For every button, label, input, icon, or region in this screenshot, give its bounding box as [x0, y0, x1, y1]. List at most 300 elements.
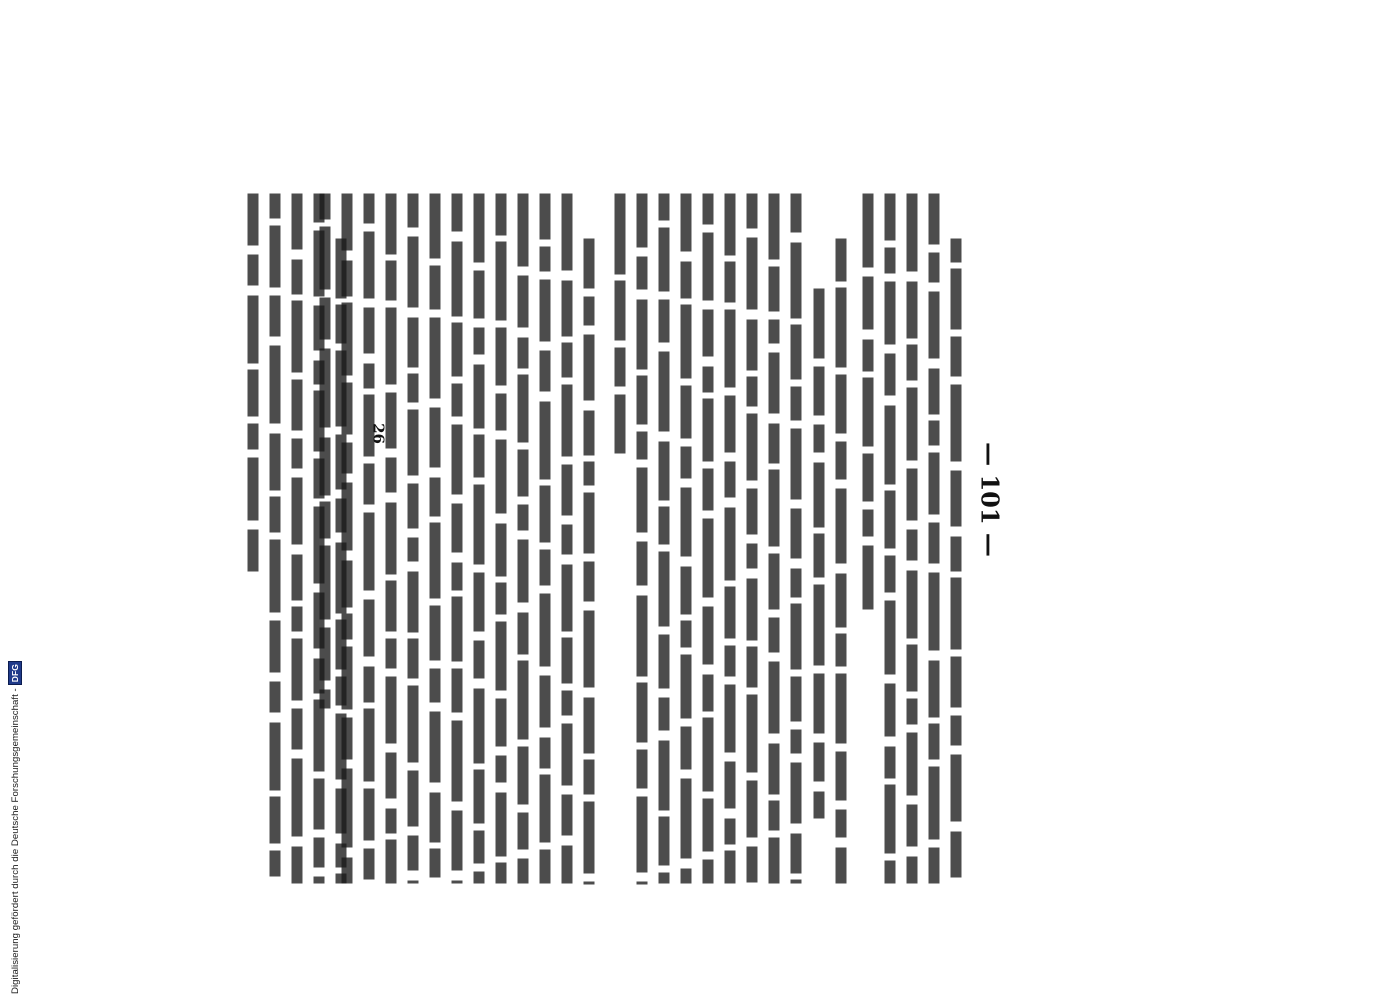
- text-line-segment: [929, 292, 940, 359]
- text-line-segment: [314, 391, 325, 452]
- page-content: [248, 194, 1005, 885]
- text-line-segment: [659, 300, 670, 343]
- text-line-segment: [314, 361, 325, 385]
- text-line-segment: [951, 832, 962, 878]
- text-line-segment: [474, 831, 485, 864]
- text-line-segment: [703, 718, 714, 792]
- text-line-segment: [814, 367, 825, 416]
- text-line-segment: [951, 578, 962, 650]
- text-line-segment: [951, 657, 962, 708]
- text-line-segment: [703, 469, 714, 511]
- text-line-segment: [474, 872, 485, 884]
- text-line-segment: [637, 432, 648, 460]
- text-line-segment: [314, 231, 325, 297]
- text-line-segment: [540, 194, 551, 240]
- text-line-segment: [314, 659, 325, 694]
- text-line-segment: [518, 747, 529, 805]
- text-line-segment: [292, 380, 303, 431]
- text-line-segment: [336, 789, 347, 834]
- text-line-segment: [518, 450, 529, 497]
- text-line-segment: [452, 323, 463, 377]
- text-line-segment: [885, 491, 896, 549]
- text-line-segment: [474, 328, 485, 355]
- text-line-segment: [769, 838, 780, 884]
- text-line-segment: [474, 641, 485, 679]
- text-line-segment: [681, 386, 692, 439]
- text-block: [248, 194, 962, 885]
- text-line-segment: [681, 305, 692, 379]
- text-line-segment: [408, 374, 419, 403]
- text-line-segment: [791, 194, 802, 233]
- text-line-segment: [885, 861, 896, 884]
- text-line-segment: [703, 675, 714, 712]
- text-line-segment: [430, 266, 441, 310]
- text-line-segment: [885, 785, 896, 854]
- text-line-segment: [863, 378, 874, 447]
- text-line-segment: [248, 296, 259, 364]
- text-line-segment: [408, 881, 419, 884]
- text-line-segment: [336, 844, 347, 868]
- text-line-segment: [659, 442, 670, 501]
- text-line-segment: [769, 470, 780, 547]
- text-line-segment: [430, 194, 441, 259]
- text-line-segment: [769, 554, 780, 610]
- text-line-segment: [452, 194, 463, 232]
- text-line-segment: [496, 242, 507, 321]
- text-line-segment: [540, 280, 551, 342]
- text-line-segment: [814, 792, 825, 819]
- text-line-segment: [386, 753, 397, 799]
- text-line-segment: [637, 882, 648, 885]
- text-line-segment: [430, 523, 441, 599]
- text-line-segment: [929, 369, 940, 415]
- text-line-segment: [703, 399, 714, 462]
- text-line-segment: [430, 478, 441, 517]
- text-line-segment: [430, 849, 441, 878]
- text-line-segment: [637, 750, 648, 789]
- text-line-segment: [929, 661, 940, 718]
- text-line-segment: [248, 530, 259, 572]
- text-line-segment: [496, 583, 507, 615]
- text-line-segment: [562, 525, 573, 555]
- text-line-segment: [814, 425, 825, 453]
- text-line-segment: [518, 375, 529, 443]
- text-line-segment: [562, 281, 573, 337]
- text-line-segment: [270, 226, 281, 288]
- text-line-segment: [430, 793, 441, 843]
- text-line-segment: [408, 639, 419, 679]
- text-line-segment: [836, 574, 847, 628]
- text-line-segment: [474, 573, 485, 632]
- text-line-segment: [791, 763, 802, 824]
- text-line-segment: [836, 674, 847, 744]
- text-line-segment: [562, 795, 573, 836]
- text-line-segment: [518, 661, 529, 740]
- text-line-segment: [703, 233, 714, 301]
- text-line-segment: [336, 305, 347, 344]
- text-line-segment: [562, 638, 573, 684]
- text-line-segment: [584, 611, 595, 688]
- text-line-segment: [292, 260, 303, 295]
- text-line-segment: [929, 194, 940, 245]
- text-line-segment: [584, 802, 595, 874]
- text-line-segment: [725, 462, 736, 498]
- text-line-segment: [496, 622, 507, 691]
- text-line-segment: [907, 805, 918, 847]
- text-line-segment: [885, 556, 896, 593]
- text-line-segment: [681, 779, 692, 859]
- text-line-segment: [270, 194, 281, 219]
- text-line-segment: [769, 353, 780, 414]
- text-line-segment: [584, 239, 595, 289]
- text-line-segment: [430, 408, 441, 468]
- text-line-segment: [836, 288, 847, 368]
- text-line-segment: [725, 762, 736, 809]
- text-line-segment: [386, 677, 397, 744]
- text-line-segment: [951, 471, 962, 527]
- text-line-segment: [386, 308, 397, 385]
- text-line-segment: [336, 677, 347, 706]
- text-line-segment: [791, 387, 802, 421]
- text-line-segment: [248, 458, 259, 521]
- text-line-segment: [885, 684, 896, 737]
- text-line-segment: [270, 434, 281, 491]
- text-line-segment: [474, 435, 485, 478]
- text-line-segment: [885, 354, 896, 396]
- text-line-segment: [408, 836, 419, 871]
- text-line-segment: [584, 698, 595, 754]
- text-line-segment: [791, 509, 802, 559]
- text-line-segment: [637, 376, 648, 425]
- text-line-segment: [540, 775, 551, 843]
- text-line-segment: [584, 462, 595, 486]
- text-line-segment: [270, 346, 281, 424]
- text-line-segment: [747, 414, 758, 481]
- text-line-segment: [496, 793, 507, 857]
- text-line-segment: [951, 269, 962, 330]
- text-line-segment: [725, 819, 736, 845]
- text-line-segment: [540, 676, 551, 728]
- text-line-segment: [336, 620, 347, 670]
- text-line-segment: [540, 594, 551, 667]
- text-line-segment: [703, 607, 714, 665]
- text-line-segment: [769, 801, 780, 831]
- text-line-segment: [474, 271, 485, 319]
- text-line-segment: [474, 770, 485, 824]
- text-line-segment: [836, 239, 847, 282]
- text-line-segment: [659, 507, 670, 545]
- text-line-segment: [336, 543, 347, 614]
- text-line-segment: [430, 606, 441, 661]
- text-line-segment: [725, 262, 736, 303]
- text-line-segment: [703, 860, 714, 884]
- text-line-segment: [540, 550, 551, 586]
- text-line-segment: [907, 282, 918, 339]
- text-line-segment: [408, 686, 419, 763]
- text-line-segment: [518, 338, 529, 369]
- text-line-segment: [907, 530, 918, 561]
- text-line-segment: [929, 523, 940, 564]
- text-line-segment: [659, 741, 670, 811]
- text-line-segment: [336, 239, 347, 299]
- text-line-segment: [314, 838, 325, 868]
- text-line-segment: [292, 607, 303, 632]
- text-line-segment: [725, 685, 736, 753]
- text-line-segment: [270, 851, 281, 877]
- text-line-segment: [562, 724, 573, 786]
- text-line-segment: [747, 544, 758, 569]
- text-line-segment: [248, 194, 259, 246]
- text-line-segment: [836, 375, 847, 434]
- text-line-segment: [562, 465, 573, 516]
- text-line-segment: [747, 194, 758, 229]
- text-line-segment: [292, 759, 303, 837]
- text-line-segment: [836, 848, 847, 884]
- text-line-segment: [929, 453, 940, 515]
- text-line-segment: [836, 442, 847, 480]
- text-line-segment: [386, 581, 397, 632]
- text-line-segment: [951, 716, 962, 746]
- text-line-segment: [681, 869, 692, 884]
- text-line-segment: [452, 669, 463, 713]
- text-line-segment: [584, 297, 595, 326]
- text-line-segment: [725, 508, 736, 581]
- text-line-segment: [408, 194, 419, 228]
- text-line-segment: [474, 689, 485, 764]
- text-line-segment: [836, 752, 847, 801]
- text-line-segment: [408, 572, 419, 633]
- text-line-segment: [907, 571, 918, 639]
- text-line-segment: [637, 468, 648, 533]
- text-line-segment: [681, 488, 692, 557]
- text-line-segment: [769, 662, 780, 734]
- digitization-note-text: Digitalisierung gefördert durch die Deutsche Forschungsgemeinschaft -: [9, 688, 21, 994]
- text-line-segment: [562, 385, 573, 457]
- text-line-segment: [929, 253, 940, 283]
- text-line-segment: [452, 384, 463, 417]
- text-line-segment: [659, 698, 670, 731]
- text-line-segment: [885, 747, 896, 779]
- text-line-segment: [496, 524, 507, 577]
- text-line-segment: [747, 320, 758, 371]
- text-line-segment: [270, 682, 281, 713]
- text-line-segment: [474, 485, 485, 565]
- text-line-segment: [791, 569, 802, 598]
- text-line-segment: [452, 242, 463, 317]
- text-line-segment: [584, 562, 595, 602]
- text-line-segment: [292, 439, 303, 469]
- text-line-segment: [747, 647, 758, 688]
- text-line-segment: [430, 318, 441, 399]
- text-line-segment: [615, 348, 626, 387]
- text-line-segment: [725, 587, 736, 639]
- text-line-segment: [314, 877, 325, 884]
- text-line-segment: [703, 799, 714, 852]
- text-line-segment: [496, 394, 507, 431]
- text-line-segment: [386, 194, 397, 255]
- text-line-segment: [248, 424, 259, 450]
- text-line-segment: [681, 727, 692, 770]
- text-line-segment: [584, 411, 595, 456]
- text-line-segment: [386, 639, 397, 669]
- text-line-segment: [907, 469, 918, 521]
- text-line-segment: [791, 604, 802, 670]
- text-line-segment: [769, 618, 780, 653]
- text-line-segment: [562, 194, 573, 271]
- text-line-segment: [408, 484, 419, 529]
- text-line-segment: [386, 261, 397, 301]
- text-line-segment: [747, 238, 758, 310]
- text-line-segment: [364, 513, 375, 591]
- text-line-segment: [747, 695, 758, 773]
- text-line-segment: [681, 194, 692, 252]
- text-line-segment: [863, 277, 874, 330]
- text-line-segment: [364, 232, 375, 299]
- text-line-segment: [637, 194, 648, 248]
- text-line-segment: [248, 370, 259, 417]
- text-line-segment: [725, 396, 736, 453]
- text-line-segment: [292, 709, 303, 750]
- text-line-segment: [863, 546, 874, 610]
- text-line-segment: [540, 351, 551, 392]
- text-line-segment: [452, 563, 463, 591]
- text-line-segment: [584, 335, 595, 401]
- text-line-segment: [518, 859, 529, 884]
- text-line-segment: [747, 489, 758, 535]
- text-line-segment: [562, 846, 573, 884]
- text-line-segment: [659, 817, 670, 866]
- text-line-segment: [452, 721, 463, 802]
- text-line-segment: [452, 504, 463, 553]
- text-line-segment: [430, 669, 441, 703]
- digitization-note: [8, 661, 22, 994]
- text-line-segment: [452, 597, 463, 662]
- text-line-segment: [681, 447, 692, 479]
- text-line-segment: [863, 194, 874, 268]
- text-line-segment: [540, 247, 551, 272]
- text-line-segment: [314, 593, 325, 649]
- text-line-segment: [364, 194, 375, 224]
- text-line-segment: [907, 699, 918, 725]
- text-line-segment: [364, 709, 375, 782]
- text-line-segment: [791, 243, 802, 319]
- text-line-segment: [364, 789, 375, 841]
- text-line-segment: [791, 880, 802, 884]
- text-line-segment: [452, 881, 463, 884]
- text-line-segment: [336, 499, 347, 533]
- text-line-segment: [885, 601, 896, 675]
- text-line-segment: [907, 645, 918, 692]
- text-line-segment: [518, 613, 529, 655]
- text-line-segment: [791, 677, 802, 722]
- text-line-segment: [540, 402, 551, 480]
- text-line-segment: [474, 194, 485, 263]
- text-line-segment: [314, 306, 325, 351]
- text-line-segment: [951, 337, 962, 377]
- text-line-segment: [885, 248, 896, 274]
- text-line-segment: [814, 534, 825, 578]
- text-line-segment: [518, 505, 529, 531]
- text-line-segment: [907, 345, 918, 381]
- text-line-segment: [562, 691, 573, 716]
- text-line-segment: [681, 621, 692, 648]
- text-line-segment: [929, 573, 940, 651]
- text-line-segment: [703, 367, 714, 393]
- text-line-segment: [336, 435, 347, 490]
- text-line-segment: [637, 683, 648, 743]
- text-line-segment: [248, 255, 259, 286]
- text-line-segment: [885, 282, 896, 345]
- text-line-segment: [836, 634, 847, 667]
- text-line-segment: [681, 655, 692, 719]
- text-line-segment: [584, 882, 595, 885]
- text-line-segment: [270, 296, 281, 337]
- text-line-segment: [562, 343, 573, 378]
- text-line-segment: [769, 744, 780, 795]
- text-line-segment: [907, 388, 918, 461]
- text-line-segment: [791, 429, 802, 500]
- text-line-segment: [270, 797, 281, 844]
- text-line-segment: [659, 352, 670, 432]
- text-line-segment: [814, 463, 825, 528]
- page-number: — 101 —: [975, 442, 1005, 557]
- text-line-segment: [496, 699, 507, 747]
- text-line-segment: [562, 565, 573, 632]
- text-line-segment: [725, 310, 736, 388]
- text-line-segment: [769, 424, 780, 464]
- text-line-segment: [314, 700, 325, 772]
- text-line-segment: [518, 276, 529, 328]
- text-line-segment: [929, 848, 940, 884]
- text-line-segment: [386, 503, 397, 575]
- signature-mark: 26: [369, 423, 388, 444]
- text-line-segment: [637, 542, 648, 586]
- text-line-segment: [364, 464, 375, 505]
- text-line-segment: [863, 454, 874, 502]
- dfg-logo-icon: DFG: [8, 661, 22, 685]
- text-line-segment: [951, 537, 962, 572]
- text-line-segment: [907, 194, 918, 272]
- text-line-segment: [929, 767, 940, 840]
- text-line-segment: [314, 459, 325, 499]
- text-line-segment: [386, 458, 397, 493]
- text-line-segment: [540, 738, 551, 769]
- text-line-segment: [863, 510, 874, 537]
- text-line-segment: [364, 364, 375, 389]
- text-line-segment: [270, 723, 281, 791]
- text-line-segment: [584, 760, 595, 795]
- text-line-segment: [496, 194, 507, 236]
- text-line-segment: [540, 850, 551, 884]
- text-line-segment: [791, 834, 802, 874]
- text-line-segment: [386, 840, 397, 884]
- text-line-segment: [452, 811, 463, 871]
- text-line-segment: [769, 320, 780, 344]
- text-line-segment: [681, 567, 692, 615]
- text-line-segment: [518, 813, 529, 850]
- text-line-segment: [747, 579, 758, 641]
- text-line-segment: [336, 874, 347, 884]
- text-line-segment: [408, 318, 419, 368]
- text-line-segment: [615, 194, 626, 275]
- text-line-segment: [518, 194, 529, 267]
- text-line-segment: [314, 779, 325, 830]
- text-line-segment: [659, 194, 670, 221]
- text-line-segment: [791, 325, 802, 380]
- text-line-segment: [637, 596, 648, 677]
- text-line-segment: [769, 267, 780, 312]
- text-line-segment: [292, 194, 303, 250]
